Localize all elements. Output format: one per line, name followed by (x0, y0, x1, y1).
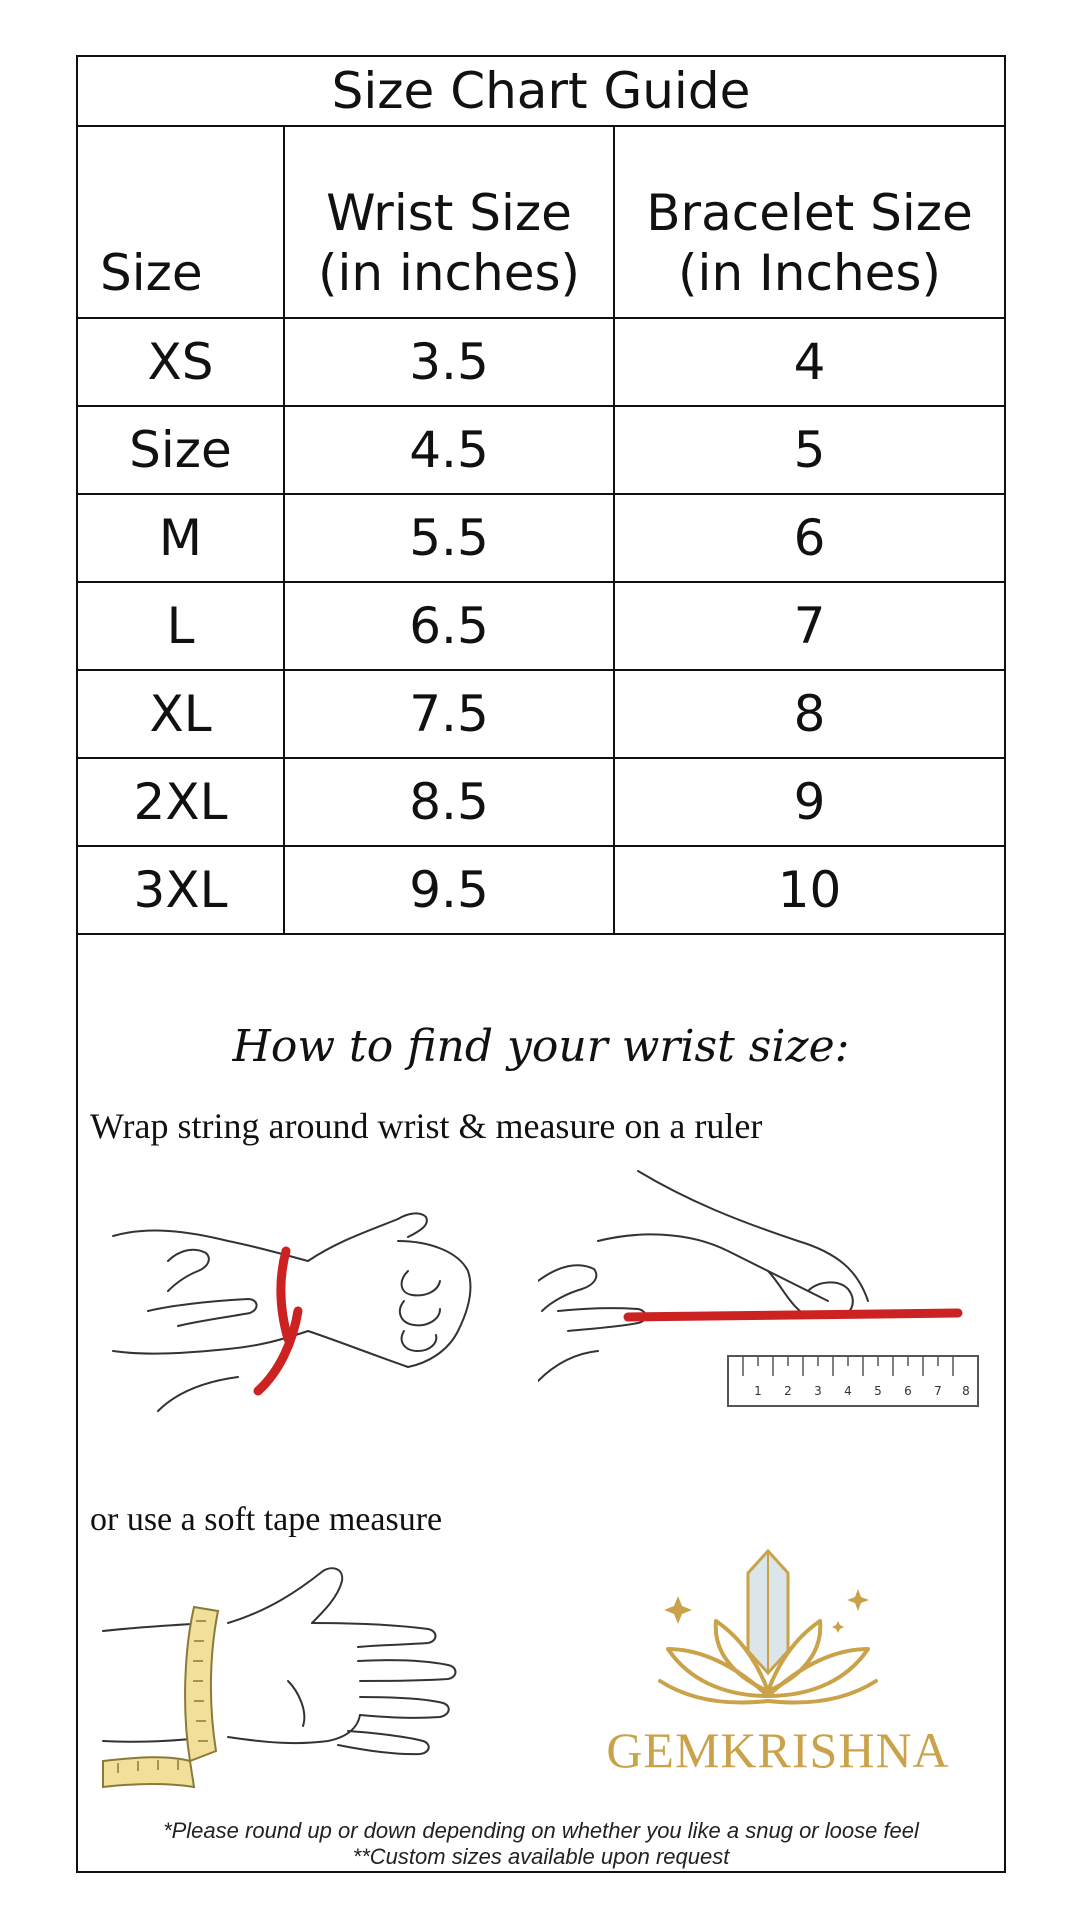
size-cell: XL (78, 670, 284, 758)
header-size (78, 126, 284, 318)
ruler-number: 8 (962, 1384, 970, 1398)
bracelet-cell: 5 (614, 406, 1004, 494)
sparkle-icon (664, 1596, 692, 1624)
header-size-label: Size (100, 244, 203, 302)
ruler-illustration (538, 1161, 988, 1461)
table-row (78, 758, 1004, 846)
table-row (78, 670, 1004, 758)
wrist-cell: 6.5 (284, 582, 614, 670)
bracelet-cell: 7 (614, 582, 1004, 670)
header-wrist-line2: (in inches) (317, 244, 581, 302)
gemkrishna-logo (638, 1541, 898, 1731)
note-custom: **Custom sizes available upon request (352, 1844, 730, 1869)
table-row (78, 846, 1004, 934)
size-cell: 2XL (78, 758, 284, 846)
bracelet-cell: 6 (614, 494, 1004, 582)
ruler-number: 4 (844, 1384, 852, 1398)
ruler-number: 7 (934, 1384, 942, 1398)
header-bracelet-line1: Bracelet Size (646, 184, 973, 242)
bracelet-cell: 4 (614, 318, 1004, 406)
note-round: *Please round up or down depending on whether you like a snug or loose feel (163, 1818, 919, 1843)
ruler (728, 1356, 978, 1406)
ruler-number: 3 (814, 1384, 822, 1398)
header-bracelet-line2: (in Inches) (678, 244, 941, 302)
header-row (78, 126, 1004, 318)
step1-text: Wrap string around wrist & measure on a ruler (90, 1106, 763, 1146)
header-wrist (284, 126, 614, 318)
sparkle-icon (832, 1621, 844, 1633)
step2-text: or use a soft tape measure (90, 1501, 443, 1538)
sparkle-icon (847, 1589, 869, 1611)
instructions-section (78, 981, 1004, 1873)
measuring-string (628, 1313, 958, 1317)
wrist-cell: 8.5 (284, 758, 614, 846)
chart-title: Size Chart Guide (78, 57, 1004, 126)
size-table (78, 57, 1004, 935)
tape-measure (185, 1607, 218, 1761)
table-row (78, 494, 1004, 582)
size-cell: XS (78, 318, 284, 406)
wrap-string-illustration (108, 1181, 498, 1461)
wrist-cell: 4.5 (284, 406, 614, 494)
brand-name: GEMKRISHNA (606, 1722, 950, 1778)
wrist-cell: 3.5 (284, 318, 614, 406)
wrist-cell: 5.5 (284, 494, 614, 582)
ruler-number: 1 (754, 1384, 762, 1398)
table-row (78, 318, 1004, 406)
wrist-cell: 9.5 (284, 846, 614, 934)
ruler-number: 5 (874, 1384, 882, 1398)
ruler-number: 6 (904, 1384, 912, 1398)
bracelet-cell: 10 (614, 846, 1004, 934)
size-cell: L (78, 582, 284, 670)
header-wrist-line1: Wrist Size (326, 184, 572, 242)
size-cell: M (78, 494, 284, 582)
size-cell: Size (78, 406, 284, 494)
ruler-number: 2 (784, 1384, 792, 1398)
bracelet-cell: 8 (614, 670, 1004, 758)
table-row (78, 406, 1004, 494)
soft-tape-illustration (98, 1561, 538, 1801)
wrist-cell: 7.5 (284, 670, 614, 758)
header-bracelet (614, 126, 1004, 318)
instructions-heading: How to find your wrist size: (232, 1021, 850, 1072)
bracelet-cell: 9 (614, 758, 1004, 846)
title-row (78, 57, 1004, 126)
table-row (78, 582, 1004, 670)
size-chart-frame (76, 55, 1006, 1873)
size-cell: 3XL (78, 846, 284, 934)
